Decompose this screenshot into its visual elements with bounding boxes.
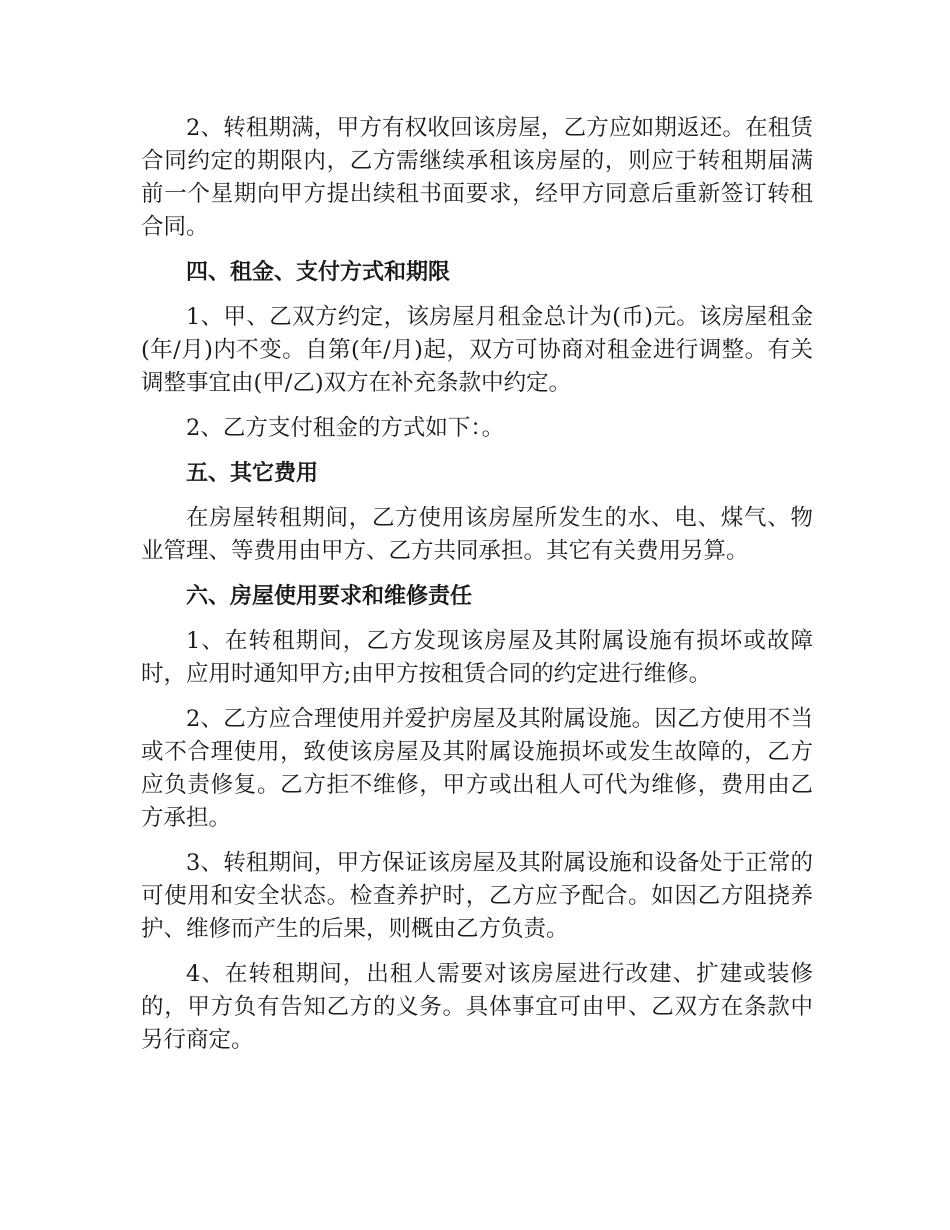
paragraph-repair-notice: 1、在转租期间，乙方发现该房屋及其附属设施有损坏或故障时，应用时通知甲方;由甲方按租赁合同的约定进行维修。 <box>141 628 813 687</box>
paragraph-proper-use: 2、乙方应合理使用并爱护房屋及其附属设施。因乙方使用不当或不合理使用，致使该房屋及其附属设施损坏或发生故障的，乙方应负责修复。乙方拒不维修，甲方或出租人可代为维修，费用由乙方承担。 <box>141 706 813 831</box>
paragraph-other-fees: 在房屋转租期间，乙方使用该房屋所发生的水、电、煤气、物业管理、等费用由甲方、乙方共同承担。其它有关费用另算。 <box>141 505 813 564</box>
paragraph-payment-method: 2、乙方支付租金的方式如下：。 <box>186 415 505 441</box>
paragraph-maintenance: 3、转租期间，甲方保证该房屋及其附属设施和设备处于正常的可使用和安全状态。检查养护时，乙方应予配合。如因乙方阻挠养护、维修而产生的后果，则概由乙方负责。 <box>141 850 813 942</box>
document-body <box>141 112 813 1069</box>
section-heading-rent: 四、租金、支付方式和期限 <box>186 260 451 285</box>
paragraph-rent-amount: 1、甲、乙双方约定，该房屋月租金总计为(币)元。该房屋租金(年/月)内不变。自第(年/月)起，双方可协商对租金进行调整。有关调整事宜由(甲/乙)双方在补充条款中约定。 <box>141 304 813 396</box>
paragraph-renewal: 2、转租期满，甲方有权收回该房屋，乙方应如期返还。在租赁合同约定的期限内，乙方需继续承租该房屋的，则应于转租期届满前一个星期向甲方提出续租书面要求，经甲方同意后重新签订转租合同。 <box>141 115 813 240</box>
section-heading-other-fees: 五、其它费用 <box>186 461 319 486</box>
section-heading-usage-repair: 六、房屋使用要求和维修责任 <box>186 584 473 609</box>
paragraph-renovation: 4、在转租期间，出租人需要对该房屋进行改建、扩建或装修的，甲方负有告知乙方的义务。具体事宜可由甲、乙双方在条款中另行商定。 <box>141 961 813 1053</box>
